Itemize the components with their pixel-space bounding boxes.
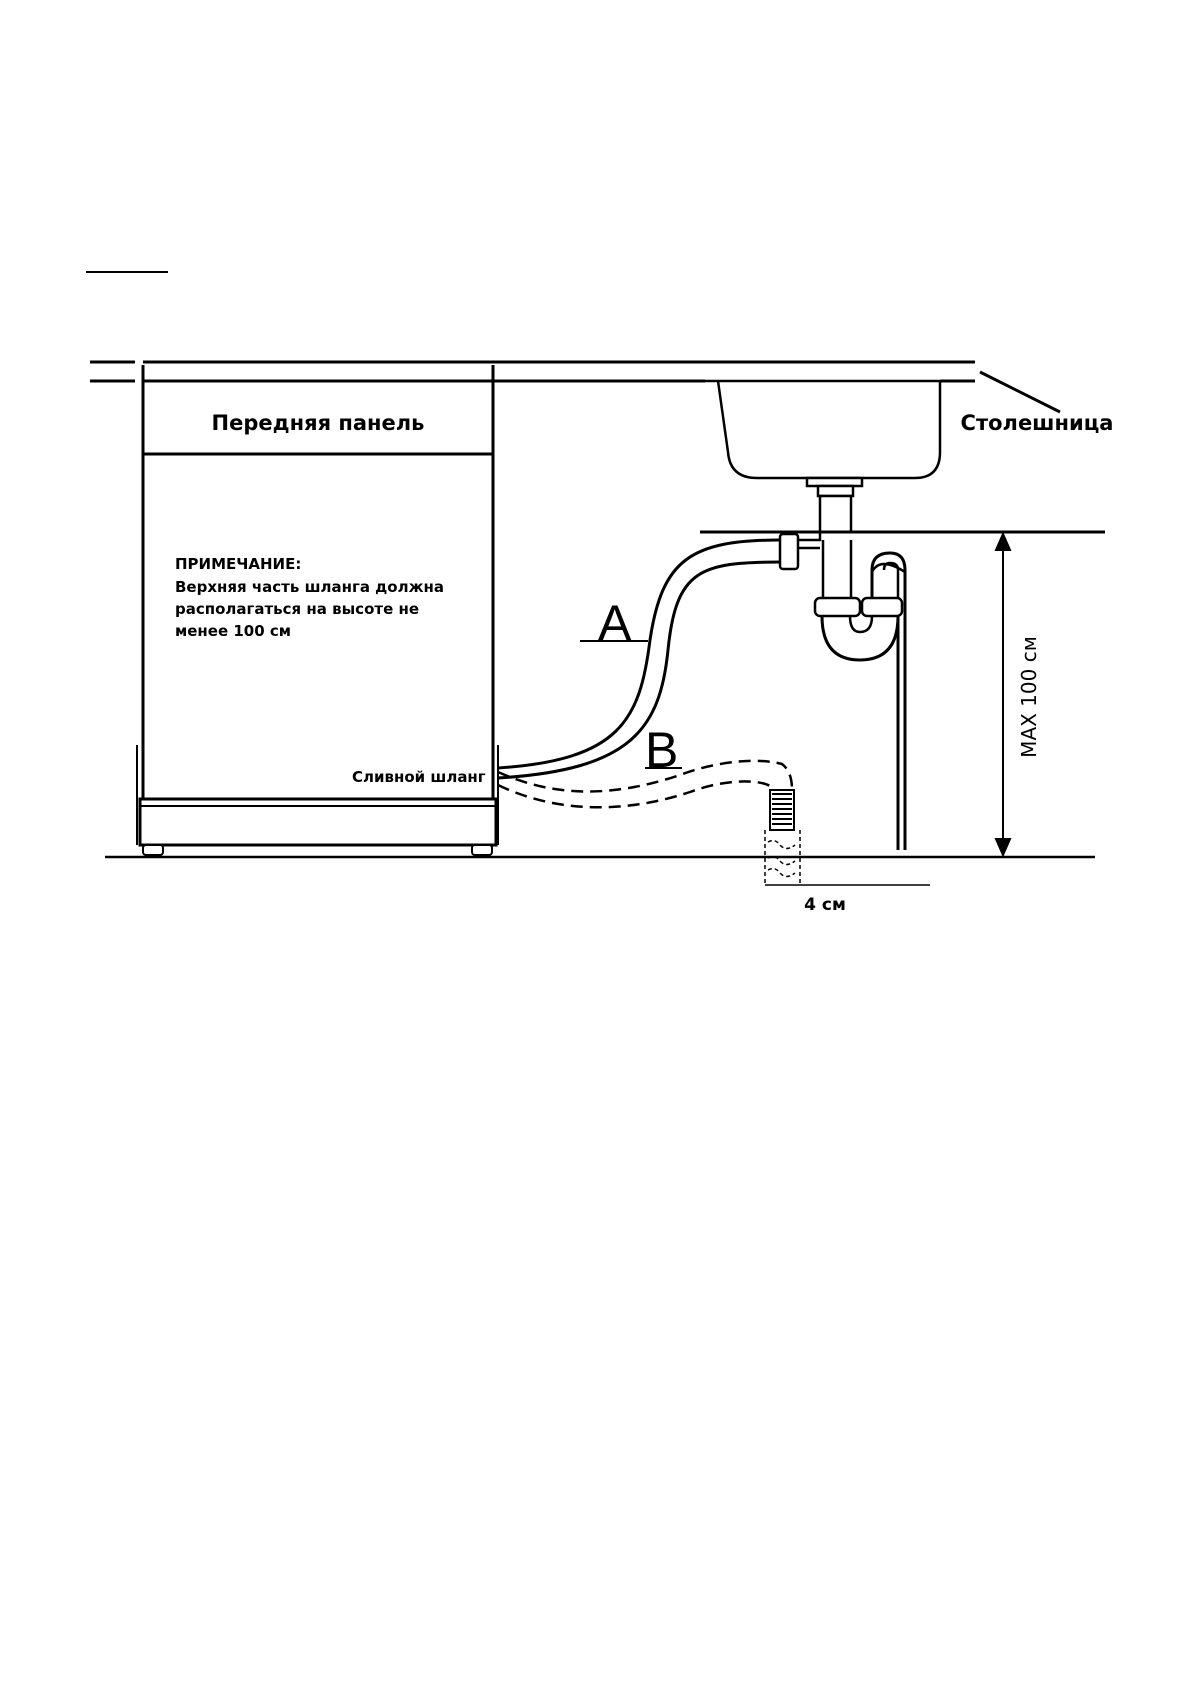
front-panel-label: Передняя панель <box>211 411 425 435</box>
max-height-dimension <box>996 534 1010 855</box>
dishwasher-foot-right <box>472 845 492 855</box>
note-line-3: менее 100 см <box>175 622 292 640</box>
note-line-1: Верхняя часть шланга должна <box>175 578 444 596</box>
max-height-label: MAX 100 см <box>1017 636 1041 758</box>
countertop-leader <box>980 372 1060 412</box>
countertop-label: Столешница <box>960 411 1114 435</box>
variant-a-label: A <box>598 595 632 651</box>
dishwasher-foot-left <box>143 845 163 855</box>
siphon <box>780 532 905 850</box>
hose-end-grid <box>770 790 794 830</box>
note-title: ПРИМЕЧАНИЕ: <box>175 555 302 573</box>
drain-hose-label: Сливной шланг <box>352 768 486 786</box>
gap-label: 4 см <box>804 895 846 915</box>
note-line-2: располагаться на высоте не <box>175 600 419 618</box>
sink <box>705 381 940 532</box>
variant-b-label: B <box>645 722 679 778</box>
drain-hose-a <box>498 540 780 778</box>
